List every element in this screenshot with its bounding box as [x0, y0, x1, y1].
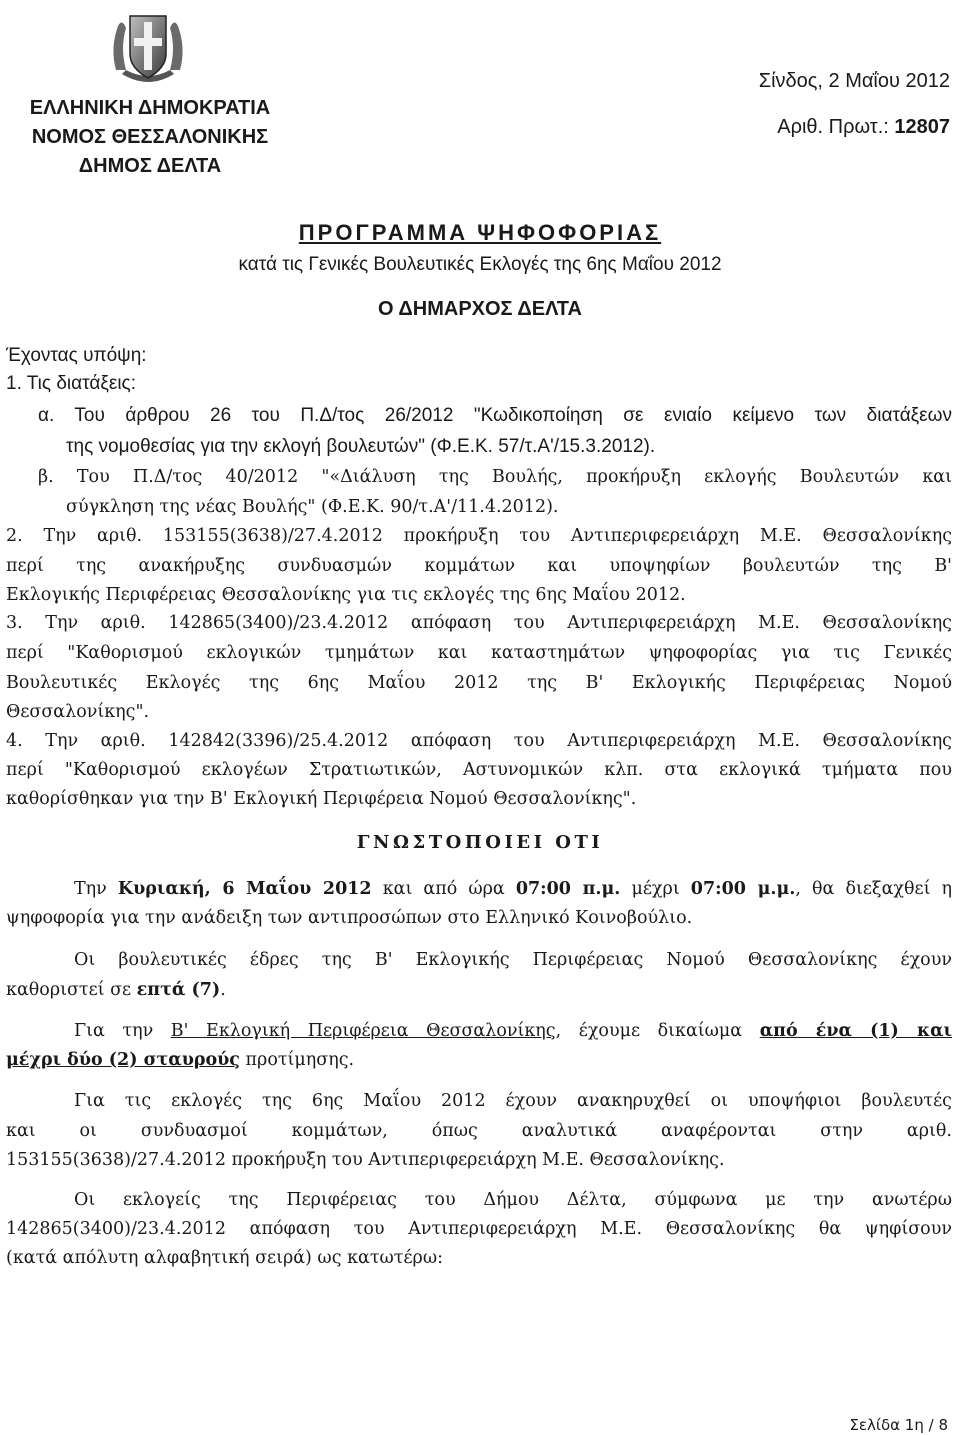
preamble-item-3-cont: Βουλευτικές Εκλογές της 6ης Μαΐου 2012 της Β' Εκλογικής Περιφέρειας Νομού [6, 673, 952, 693]
paragraph-candidates: Για τις εκλογές της 6ης Μαΐου 2012 έχουν ανακηρυχθεί οι υποψήφιοι βουλευτές [74, 1091, 952, 1111]
paragraph-election-date-cont: ψηφοφορία για την ανάδειξη των αντιπροσώπων στο Ελληνικό Κοινοβούλιο. [6, 908, 693, 928]
preamble-item-4: 4. Την αριθ. 142842(3396)/25.4.2012 απόφαση του Αντιπεριφερειάρχη Μ.Ε. Θεσσαλονίκης [6, 731, 952, 751]
date-protocol-block [759, 58, 950, 150]
paragraph-voters: Οι εκλογείς της Περιφέρειας του Δήμου Δέλτα, σύμφωνα με την ανωτέρω [74, 1190, 952, 1210]
having-regard: Έχοντας υπόψη: [6, 345, 147, 366]
preamble-item-b-cont: σύγκληση της νέας Βουλής" (Φ.Ε.Κ. 90/τ.Α'/11.4.2012). [66, 497, 559, 517]
preamble-item-2: 2. Την αριθ. 153155(3638)/27.4.2012 προκήρυξη του Αντιπεριφερειάρχη Μ.Ε. Θεσσαλονίκης [6, 526, 952, 546]
paragraph-election-date: Την Κυριακή, 6 Μαΐου 2012 και από ώρα 07:00 π.μ. μέχρι 07:00 μ.μ., θα διεξαχθεί η [74, 879, 953, 899]
preamble-item-a: α. Του άρθρου 26 του Π.Δ/τος 26/2012 "Κωδικοποίηση σε ενιαίο κείμενο των διατάξεων [38, 405, 952, 426]
preamble-item-1: 1. Τις διατάξεις: [6, 373, 136, 394]
issuer-block [0, 94, 300, 181]
preference-max: μέχρι δύο (2) σταυρούς [6, 1050, 240, 1070]
paragraph-voters-cont: (κατά απόλυτη αλφαβητική σειρά) ως κατωτέρω: [6, 1248, 443, 1268]
paragraph-candidates-cont: και οι συνδυασμοί κομμάτων, όπως αναλυτικά αναφέρονται στην αριθ. [6, 1121, 952, 1141]
preamble-item-b: β. Του Π.Δ/τος 40/2012 "«Διάλυση της Βουλής, προκήρυξη εκλογής Βουλευτών και [38, 467, 952, 487]
paragraph-voters-cont: 142865(3400)/23.4.2012 απόφαση του Αντιπεριφερειάρχη Μ.Ε. Θεσσαλονίκης θα ψηφίσουν [6, 1219, 952, 1239]
preamble-item-4-cont: καθορίσθηκαν για την Β' Εκλογική Περιφέρεια Νομού Θεσσαλονίκης". [6, 789, 637, 809]
preamble-item-4-cont: περί "Καθορισμού εκλογέων Στρατιωτικών, Αστυνομικών κλπ. στα εκλογικά τμήματα που [6, 760, 952, 780]
paragraph-candidates-cont: 153155(3638)/27.4.2012 προκήρυξη του Αντιπεριφερειάρχη Μ.Ε. Θεσσαλονίκης. [6, 1150, 725, 1170]
paragraph-preference-votes-cont: μέχρι δύο (2) σταυρούς προτίμησης. [6, 1050, 355, 1070]
preamble-item-2-cont: περί της ανακήρυξης συνδυασμών κομμάτων και υποψηφίων βουλευτών της Β' [6, 556, 952, 576]
document-date: Σίνδος, 2 Μαΐου 2012 [758, 70, 950, 92]
greek-coat-of-arms-icon [108, 8, 188, 88]
end-time: 07:00 μ.μ. [690, 879, 796, 899]
protocol-label: Αριθ. Πρωτ.: [777, 116, 889, 138]
document-title: ΠΡΟΓΡΑΜΜΑ ΨΗΦΟΦΟΡΙΑΣ [298, 220, 662, 245]
preamble-item-3: 3. Την αριθ. 142865(3400)/23.4.2012 απόφαση του Αντιπεριφερειάρχη Μ.Ε. Θεσσαλονίκης [6, 613, 952, 633]
paragraph-seats-cont: καθοριστεί σε επτά (7). [6, 980, 226, 1000]
preamble-item-3-cont: περί "Καθορισμού εκλογικών τμημάτων και καταστημάτων ψηφοφορίας για τις Γενικές [6, 643, 952, 663]
protocol-number-line [759, 104, 950, 150]
announcement-heading: ΓΝΩΣΤΟΠΟΙΕΙ ΟΤΙ [356, 832, 604, 853]
constituency-name: Β' Εκλογική Περιφέρεια Θεσσαλονίκης [170, 1021, 556, 1041]
election-day: Κυριακή, 6 Μαΐου 2012 [117, 879, 372, 899]
preference-range: από ένα (1) και [759, 1021, 953, 1041]
preamble-item-3-cont: Θεσσαλονίκης". [6, 702, 150, 722]
issuer-line: ΝΟΜΟΣ ΘΕΣΣΑΛΟΝΙΚΗΣ [31, 126, 269, 148]
protocol-number: 12807 [894, 116, 950, 138]
paragraph-preference-votes: Για την Β' Εκλογική Περιφέρεια Θεσσαλονίκης, έχουμε δικαίωμα από ένα (1) και [74, 1021, 953, 1041]
start-time: 07:00 π.μ. [515, 879, 621, 899]
preamble-item-2-cont: Εκλογικής Περιφέρειας Θεσσαλονίκης για τις εκλογές της 6ης Μαΐου 2012. [6, 585, 686, 605]
page-number: Σελίδα 1η / 8 [849, 1416, 948, 1434]
seat-count: επτά (7) [136, 980, 221, 1000]
issuer-line: ΕΛΛΗΝΙΚΗ ΔΗΜΟΚΡΑΤΙΑ [29, 97, 271, 119]
issuer-line: ΔΗΜΟΣ ΔΕΛΤΑ [78, 155, 222, 177]
document-subtitle: κατά τις Γενικές Βουλευτικές Εκλογές της 6ης Μαΐου 2012 [238, 254, 722, 275]
mayor-heading: Ο ΔΗΜΑΡΧΟΣ ΔΕΛΤΑ [378, 298, 582, 320]
preamble-item-a-cont: της νομοθεσίας για την εκλογή βουλευτών" (Φ.Ε.Κ. 57/τ.Α'/15.3.2012). [66, 436, 656, 457]
paragraph-seats: Οι βουλευτικές έδρες της Β' Εκλογικής Περιφέρειας Νομού Θεσσαλονίκης έχουν [74, 950, 952, 970]
